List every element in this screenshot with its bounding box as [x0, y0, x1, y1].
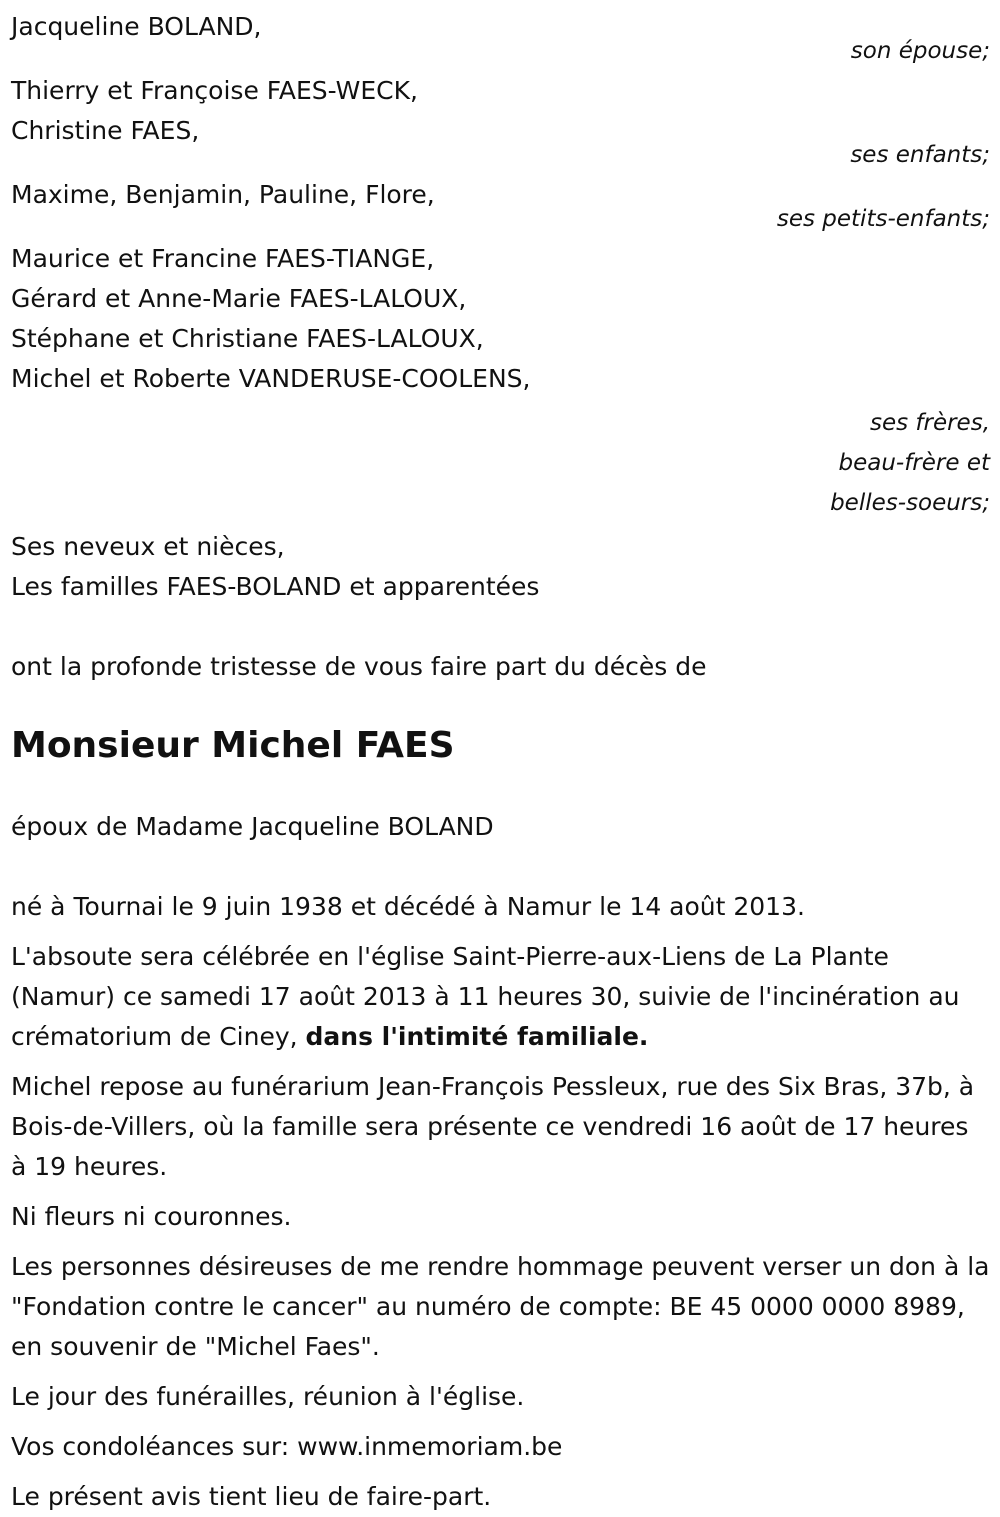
- donation-paragraph: Les personnes désireuses de me rendre hommage peuvent verser un don à la "Fondation contre le cancer" au numéro de compte: BE 45 0000 0000 8989, en souvenir de "Michel Faes".: [11, 1252, 990, 1361]
- nephews-nieces: Ses neveux et nièces,: [11, 532, 285, 561]
- sibling-name: Michel et Roberte VANDERUSE-COOLENS,: [11, 364, 531, 393]
- birth-death: né à Tournai le 9 juin 1938 et décédé à Namur le 14 août 2013.: [11, 892, 805, 921]
- announcement: ont la profonde tristesse de vous faire part du décès de: [11, 652, 707, 681]
- grandchildren-role: ses petits-enfants;: [776, 206, 990, 232]
- sibling-name: Maurice et Francine FAES-TIANGE,: [11, 244, 435, 273]
- meeting: Le jour des funérailles, réunion à l'église.: [11, 1382, 525, 1411]
- grandchildren-names: Maxime, Benjamin, Pauline, Flore,: [11, 180, 435, 209]
- sibling-name: Gérard et Anne-Marie FAES-LALOUX,: [11, 284, 467, 313]
- siblings-role-line: beau-frère et: [838, 450, 990, 476]
- spouse-group: [11, 7, 990, 71]
- visitation-paragraph: Michel repose au funérarium Jean-François Pessleux, rue des Six Bras, 37b, à Bois-de-Villers, où la famille sera présente ce vendredi 16 août de 17 heures à 19 heures.: [11, 1072, 975, 1181]
- siblings-role-line: ses frères,: [869, 410, 990, 436]
- condolences: Vos condoléances sur: www.inmemoriam.be: [11, 1432, 563, 1461]
- spouse-of: époux de Madame Jacqueline BOLAND: [11, 812, 494, 841]
- children-role: ses enfants;: [850, 142, 990, 168]
- ceremony-paragraph: [11, 937, 990, 1057]
- notice: Le présent avis tient lieu de faire-part.: [11, 1482, 492, 1511]
- deceased-name: Monsieur Michel FAES: [11, 725, 455, 766]
- child-name: Thierry et Françoise FAES-WECK,: [11, 76, 418, 105]
- grandchildren-group: [11, 175, 990, 239]
- families: Les familles FAES-BOLAND et apparentées: [11, 572, 540, 601]
- ceremony-text: L'absoute sera célébrée en l'église Saint-Pierre-aux-Liens de La Plante (Namur) ce samedi 17 août 2013 à 11 heures 30, suivie de l'incinération au crématorium de Ciney,: [11, 942, 960, 1051]
- spouse-role: son épouse;: [850, 38, 990, 64]
- children-group: [11, 71, 990, 175]
- spouse-name: Jacqueline BOLAND,: [11, 12, 262, 41]
- siblings-group: [11, 239, 990, 523]
- other-relatives: [11, 527, 990, 607]
- ceremony-emphasis: dans l'intimité familiale.: [305, 1022, 649, 1051]
- no-flowers: Ni fleurs ni couronnes.: [11, 1202, 292, 1231]
- siblings-role-line: belles-soeurs;: [830, 490, 990, 516]
- child-name: Christine FAES,: [11, 116, 200, 145]
- sibling-name: Stéphane et Christiane FAES-LALOUX,: [11, 324, 484, 353]
